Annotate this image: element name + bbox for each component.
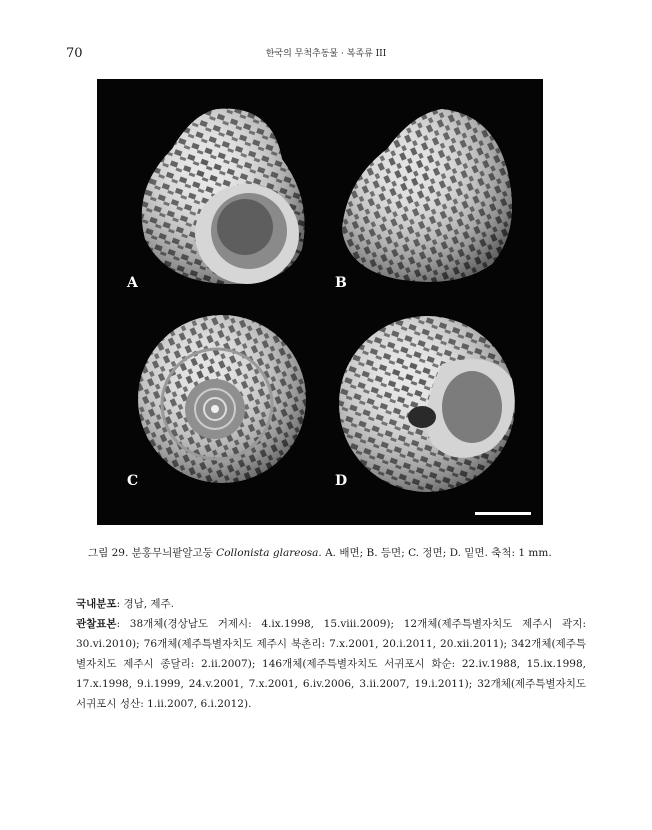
running-header: 한국의 무척추동물 · 복족류 III	[265, 49, 387, 59]
distribution-label: 국내분포	[76, 598, 117, 610]
shell-figure	[97, 79, 543, 525]
shell-photographs	[97, 79, 543, 525]
scale-bar	[475, 512, 531, 515]
panel-label-d: D	[335, 473, 348, 489]
panel-label-a: A	[127, 275, 138, 291]
figure-caption	[88, 545, 568, 560]
distribution-text: : 경남, 제주.	[116, 598, 175, 610]
shell-panel-c	[127, 315, 306, 489]
shell-panel-d	[335, 316, 515, 492]
specimens-text: : 38개체(경상남도 거제시: 4.ix.1998, 15.viii.2009); 12개체(제주특별자치도 제주시 곽지: 30.vi.2010); 76개체(제주특별자치도 제주시 북촌리: 7.x.2001, 20.i.2011, 20.xii.2011); 342개체(제주특별자치도 제주시 종달리: 2.ii.2007); 146개체(제주특별자치도 서귀포시 화순: 22.iv.1988, 15.ix.1998, 17.x.1998, 9.i.1999, 24.v.2001, 7.x.2001, 6.iv.2006, 3.ii.2007, 19.i.2011); 32개체(제주특별자치도 서귀포시 성산: 1.ii.2007, 6.i.2012).	[76, 618, 586, 710]
panel-label-c: C	[127, 473, 139, 489]
specimens-paragraph	[66, 614, 586, 714]
caption-species: Collonista glareosa	[216, 547, 319, 559]
body-text	[66, 594, 586, 714]
distribution-paragraph	[66, 594, 586, 614]
specimens-label: 관찰표본	[76, 618, 117, 630]
caption-prefix: 그림 29. 분홍무늬팥알고둥	[88, 547, 217, 559]
shell-panel-b	[335, 109, 512, 291]
caption-suffix: . A. 배면; B. 등면; C. 정면; D. 밑면. 축척: 1 mm.	[318, 547, 552, 559]
panel-label-b: B	[335, 275, 347, 291]
page-number: 70	[66, 46, 83, 61]
shell-panel-a	[126, 109, 305, 291]
